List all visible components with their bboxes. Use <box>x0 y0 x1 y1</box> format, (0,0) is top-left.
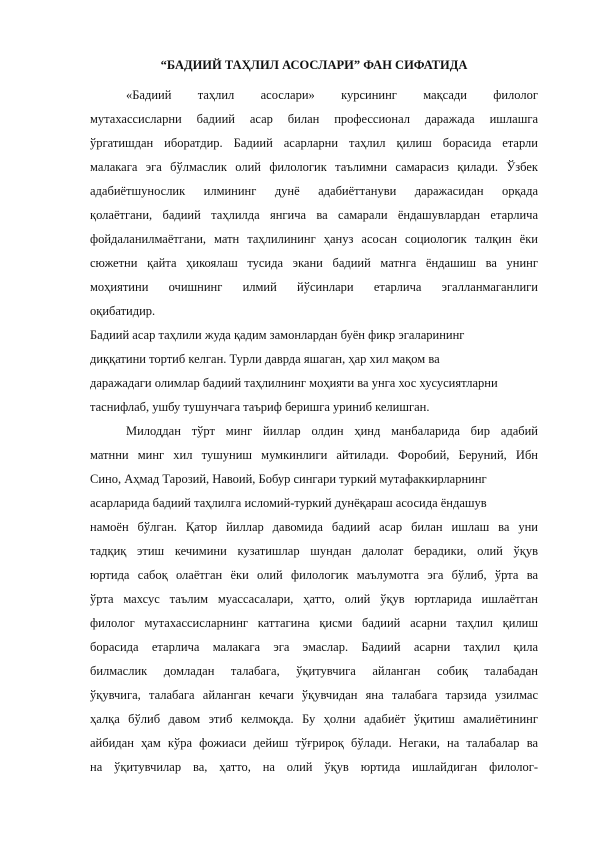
text-line: на ўқитувчилар ва, ҳатто, на олий ўқув юртида ишлайдиган филолог- <box>90 760 538 774</box>
text-line: ҳалқа бўлиб давом этиб келмоқда. Бу ҳолни адабиёт ўқитиш амалиётининг <box>90 712 538 726</box>
text-line: мутахассисларни бадиий асар билан профессионал даражада ишлашга <box>90 112 538 126</box>
text-line: фойдаланилмаётгани, матн таҳлилининг ҳануз асосан социологик талқин ёки <box>90 232 538 246</box>
text-line: ўргатишдан иборатдир. Бадиий асарларни таҳлил қилиш борасида етарли <box>90 136 538 150</box>
text-line: айбидан ҳам кўра фожиаси дейиш тўғрироқ бўлади. Негаки, на талабалар ва <box>90 736 538 750</box>
text-line: тадқиқ этиш кечимини кузатишлар шундан далолат берадики, олий ўқув <box>90 544 538 558</box>
text-line: даражадаги олимлар бадиий таҳлилнинг моҳияти ва унга хос хусусиятларни <box>90 376 498 390</box>
text-line: билмаслик домладан талабага, ўқитувчига айланган собиқ талабадан <box>90 664 538 678</box>
text-line: «Бадиий таҳлил асослари» курсининг мақсади филолог <box>126 88 538 102</box>
text-line: сюжетни қайта ҳикоялаш тусида экани бадиий матнга ёндашиш ва унинг <box>90 256 538 270</box>
text-line: асарларида бадиий таҳлилга исломий-туркий дунёқараш асосида ёндашув <box>90 496 487 510</box>
text-line: моҳиятини очишнинг илмий йўсинлари етарлича эгалланмаганлиги <box>90 280 538 294</box>
text-line: юртида сабоқ олаётган ёки олий филологик маълумотга эга бўлиб, ўрта ва <box>90 568 538 582</box>
page-title: “БАДИИЙ ТАҲЛИЛ АСОСЛАРИ” ФАН СИФАТИДА <box>160 58 468 72</box>
text-line: ўқувчига, талабага айланган кечаги ўқувчидан яна талабага тарзида узилмас <box>90 688 538 702</box>
text-line: малакага эга бўлмаслик олий филологик таълимни самарасиз қилади. Ўзбек <box>90 160 538 174</box>
text-line: диққатини тортиб келган. Турли даврда яшаган, ҳар хил мақом ва <box>90 352 440 366</box>
text-line: филолог мутахассисларнинг каттагина қисми бадиий асарни таҳлил қилиш <box>90 616 538 630</box>
text-line: борасида етарлича малакага эга эмаслар. Бадиий асарни таҳлил қила <box>90 640 538 654</box>
text-line: матнни минг хил тушуниш мумкинлиги айтилади. Форобий, Беруний, Ибн <box>90 448 538 462</box>
text-line: ўрта махсус таълим муассасалари, ҳатто, олий ўқув юртларида ишлаётган <box>90 592 538 606</box>
text-line: қолаётгани, бадиий таҳлилда янгича ва самарали ёндашувлардан етарлича <box>90 208 538 222</box>
text-line: Милоддан тўрт минг йиллар олдин ҳинд манбаларида бир адабий <box>126 424 538 438</box>
text-line: таснифлаб, ушбу тушунчага таъриф беришга уриниб келишган. <box>90 400 430 414</box>
text-line: Сино, Аҳмад Тарозий, Навоий, Бобур сингари туркий мутафаккирларнинг <box>90 472 487 486</box>
text-line: Бадиий асар таҳлили жуда қадим замонлардан буён фикр эгаларининг <box>90 328 465 342</box>
text-line: намоён бўлган. Қатор йиллар давомида бадиий асар билан ишлаш ва уни <box>90 520 538 534</box>
text-line: адабиётшунослик илмининг дунё адабиёттануви даражасидан орқада <box>90 184 538 198</box>
text-line: оқибатидир. <box>90 304 156 318</box>
